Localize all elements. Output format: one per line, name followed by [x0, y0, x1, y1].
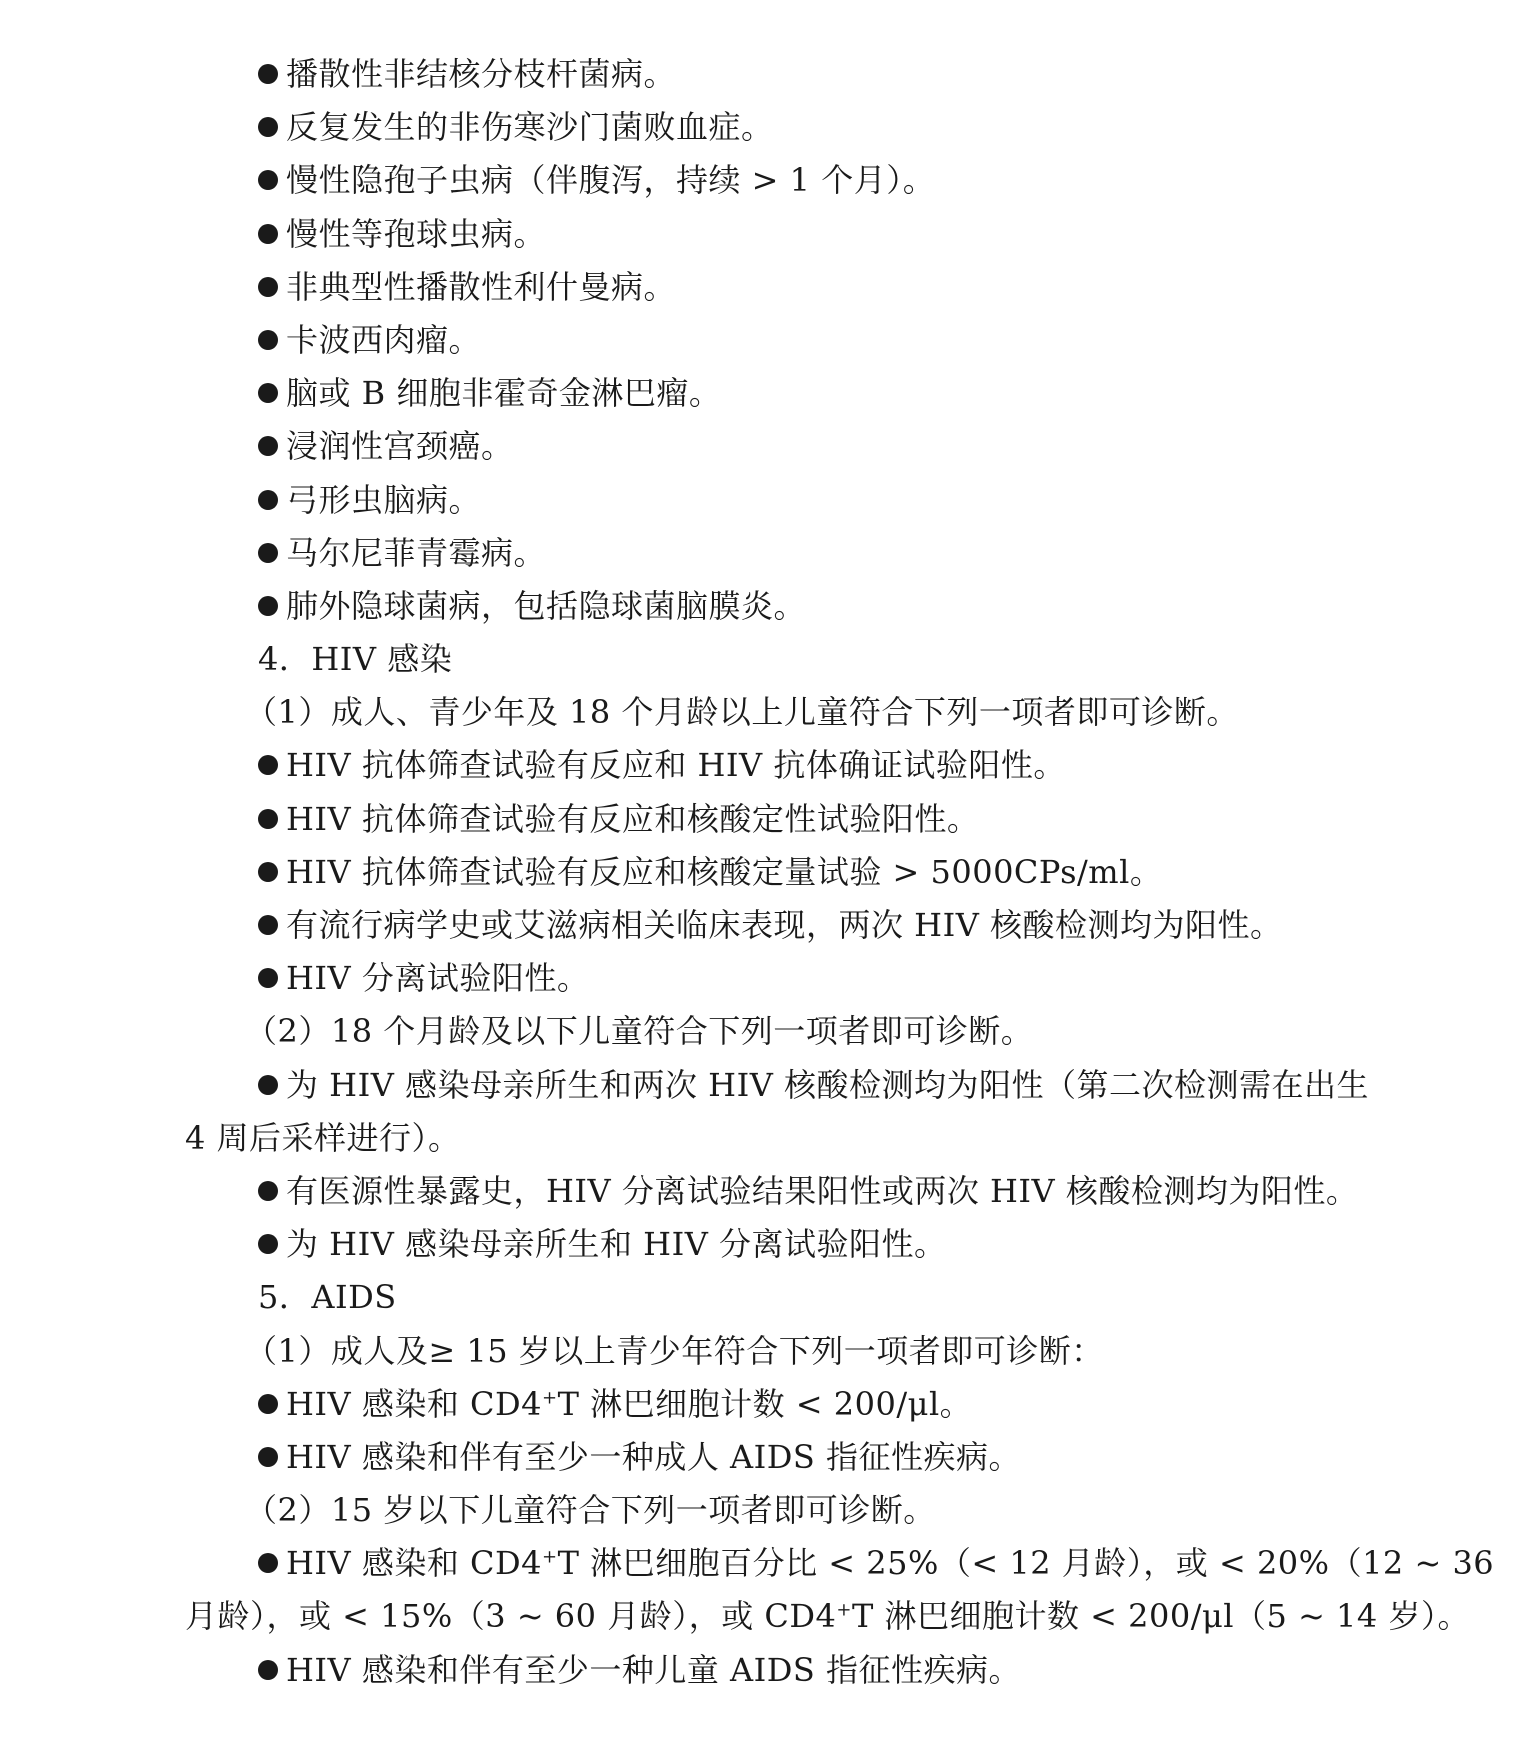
bullet-icon	[258, 596, 278, 616]
bullet-icon	[258, 1394, 278, 1414]
list-item: HIV 感染和 CD4+T 淋巴细胞百分比 < 25%（< 12 月龄），或 < 20%（12 ~ 36	[0, 1537, 1536, 1590]
bullet-icon	[258, 1660, 278, 1680]
list-item: 弓形虫脑病。	[0, 474, 1536, 527]
list-item: 马尔尼菲青霉病。	[0, 527, 1536, 580]
bullet-icon	[258, 383, 278, 403]
list-item: 为 HIV 感染母亲所生和 HIV 分离试验阳性。	[0, 1218, 1536, 1271]
bullet-icon	[258, 224, 278, 244]
list-item: HIV 抗体筛查试验有反应和核酸定性试验阳性。	[0, 793, 1536, 846]
bullet-icon	[258, 436, 278, 456]
list-item: HIV 抗体筛查试验有反应和 HIV 抗体确证试验阳性。	[0, 739, 1536, 792]
bullet-icon	[258, 277, 278, 297]
bullet-icon	[258, 862, 278, 882]
bullet-icon	[258, 1075, 278, 1095]
list-item: HIV 感染和伴有至少一种成人 AIDS 指征性疾病。	[0, 1431, 1536, 1484]
list-item: 脑或 B 细胞非霍奇金淋巴瘤。	[0, 367, 1536, 420]
list-item-continuation: 月龄），或 < 15%（3 ~ 60 月龄），或 CD4+T 淋巴细胞计数 < 200/μl（5 ~ 14 岁）。	[185, 1597, 1470, 1636]
bullet-icon	[258, 1447, 278, 1467]
bullet-icon	[258, 170, 278, 190]
bullet-icon	[258, 330, 278, 350]
list-item: 有医源性暴露史，HIV 分离试验结果阳性或两次 HIV 核酸检测均为阳性。	[0, 1165, 1536, 1218]
list-item: 卡波西肉瘤。	[0, 314, 1536, 367]
subsection-title: （2）15 岁以下儿童符合下列一项者即可诊断。	[245, 1491, 936, 1530]
bullet-icon	[258, 543, 278, 563]
list-item: HIV 分离试验阳性。	[0, 952, 1536, 1005]
section-heading-hiv: 4．HIV 感染	[258, 640, 453, 679]
bullet-icon	[258, 809, 278, 829]
list-item: 反复发生的非伤寒沙门菌败血症。	[0, 101, 1536, 154]
subsection-title: （1）成人及≥ 15 岁以上青少年符合下列一项者即可诊断：	[245, 1331, 1104, 1370]
list-item: 浸润性宫颈癌。	[0, 420, 1536, 473]
bullet-icon	[258, 915, 278, 935]
list-item: 播散性非结核分枝杆菌病。	[0, 48, 1536, 101]
bullet-icon	[258, 1553, 278, 1573]
bullet-icon	[258, 968, 278, 988]
subsection-title: （1）成人、青少年及 18 个月龄以上儿童符合下列一项者即可诊断。	[245, 693, 1239, 732]
list-item: 为 HIV 感染母亲所生和两次 HIV 核酸检测均为阳性（第二次检测需在出生	[0, 1059, 1536, 1112]
list-item: 慢性等孢球虫病。	[0, 208, 1536, 261]
section-heading-aids: 5．AIDS	[258, 1278, 397, 1317]
bullet-icon	[258, 1181, 278, 1201]
list-item: HIV 抗体筛查试验有反应和核酸定量试验 > 5000CPs/ml。	[0, 846, 1536, 899]
list-item: 非典型性播散性利什曼病。	[0, 261, 1536, 314]
bullet-icon	[258, 755, 278, 775]
list-item: 肺外隐球菌病，包括隐球菌脑膜炎。	[0, 580, 1536, 633]
list-item: HIV 感染和伴有至少一种儿童 AIDS 指征性疾病。	[0, 1644, 1536, 1697]
bullet-icon	[258, 1234, 278, 1254]
bullet-icon	[258, 117, 278, 137]
list-item-continuation: 4 周后采样进行）。	[185, 1118, 461, 1157]
list-item: 慢性隐孢子虫病（伴腹泻，持续 > 1 个月）。	[0, 154, 1536, 207]
list-item: HIV 感染和 CD4+T 淋巴细胞计数 < 200/μl。	[0, 1378, 1536, 1431]
list-item: 有流行病学史或艾滋病相关临床表现，两次 HIV 核酸检测均为阳性。	[0, 899, 1536, 952]
document-page	[0, 48, 1536, 1697]
subsection-title: （2）18 个月龄及以下儿童符合下列一项者即可诊断。	[245, 1012, 1034, 1051]
bullet-icon	[258, 64, 278, 84]
bullet-icon	[258, 490, 278, 510]
